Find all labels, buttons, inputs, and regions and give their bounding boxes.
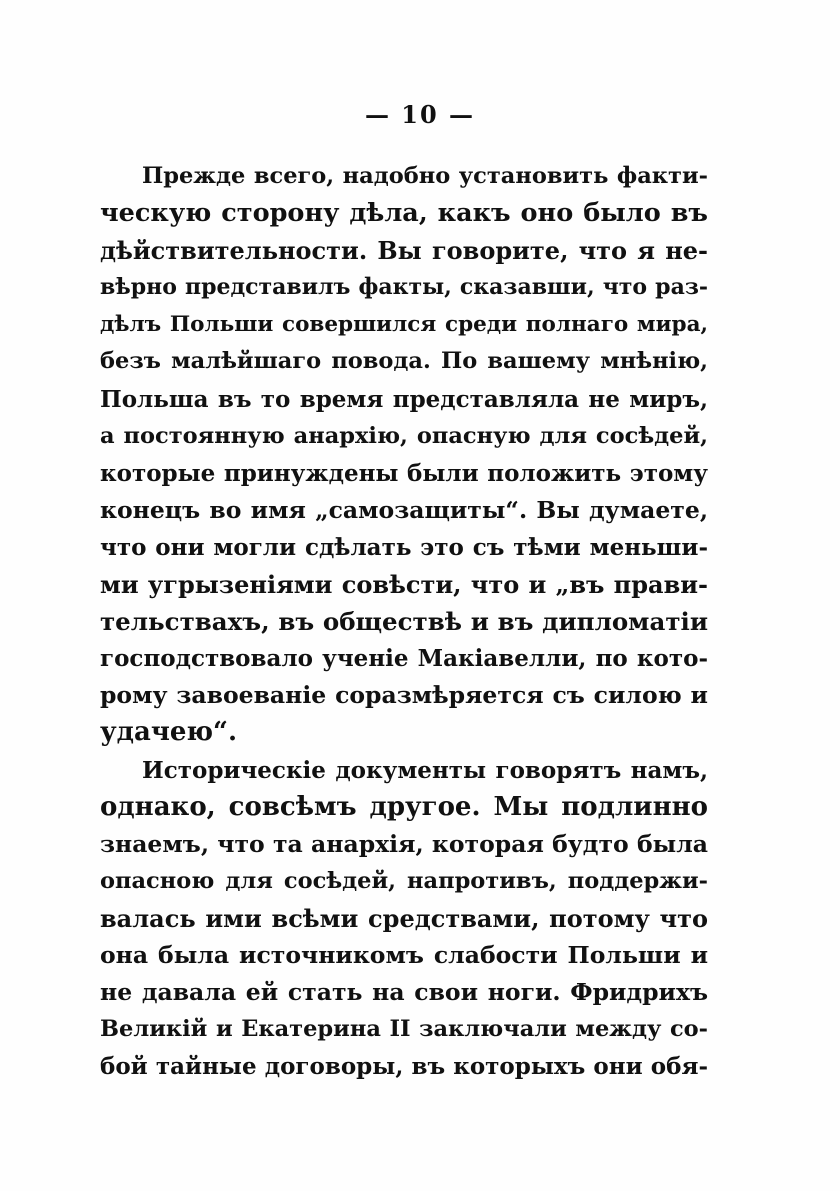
text-line: дѣлъ Польши совершился среди полнаго мира, [100, 312, 708, 338]
text-line: бой тайные договоры, въ которыхъ они обя- [100, 1053, 708, 1081]
text-line: однако, совсѣмъ другое. Мы подлинно [100, 791, 708, 822]
text-line: ческую сторону дѣла, какъ оно было въ [100, 198, 708, 229]
text-line: дѣйствительности. Вы говорите, что я не- [100, 236, 708, 266]
text-line: конецъ во имя „самозащиты“. Вы думаете, [100, 495, 708, 524]
text-line: валась ими всѣми средствами, потому что [100, 903, 708, 933]
body-text [100, 158, 708, 1085]
text-line: безъ малѣйшаго повода. По вашему мнѣнію, [100, 348, 708, 375]
text-line: Прежде всего, надобно установить факти- [142, 163, 708, 189]
text-line: что они могли сдѣлать это съ тѣми меньши- [100, 533, 708, 561]
text-line: которые принуждены были положить этому [100, 459, 708, 487]
text-line: не давала ей стать на свои ноги. Фридрихъ [100, 978, 708, 1007]
text-line: господствовало ученіе Макіавелли, по кото- [100, 645, 708, 673]
text-line: тельствахъ, въ обществѣ и въ дипломатіи [100, 607, 708, 637]
text-line: знаемъ, что та анархія, которая будто была [100, 829, 708, 858]
text-line: Историческіе документы говорятъ намъ, [142, 756, 708, 784]
text-line: удачею“. [100, 717, 238, 748]
text-line: а постоянную анархію, опасную для сосѣдей, [100, 422, 708, 449]
text-line: Польша въ то время представляла не миръ, [100, 385, 708, 413]
text-line: она была источникомъ слабости Польши и [100, 940, 708, 969]
text-line: рому завоеваніе соразмѣряется съ силою и [100, 681, 708, 710]
text-line: вѣрно представилъ факты, сказавши, что раз- [100, 274, 708, 301]
page-number: — 10 — [364, 100, 476, 129]
text-line: ми угрызеніями совѣсти, что и „въ прави- [100, 570, 708, 600]
text-line: опасною для сосѣдей, напротивъ, поддержи- [100, 867, 708, 894]
text-line: Великій и Екатерина II заключали между со- [100, 1016, 708, 1043]
